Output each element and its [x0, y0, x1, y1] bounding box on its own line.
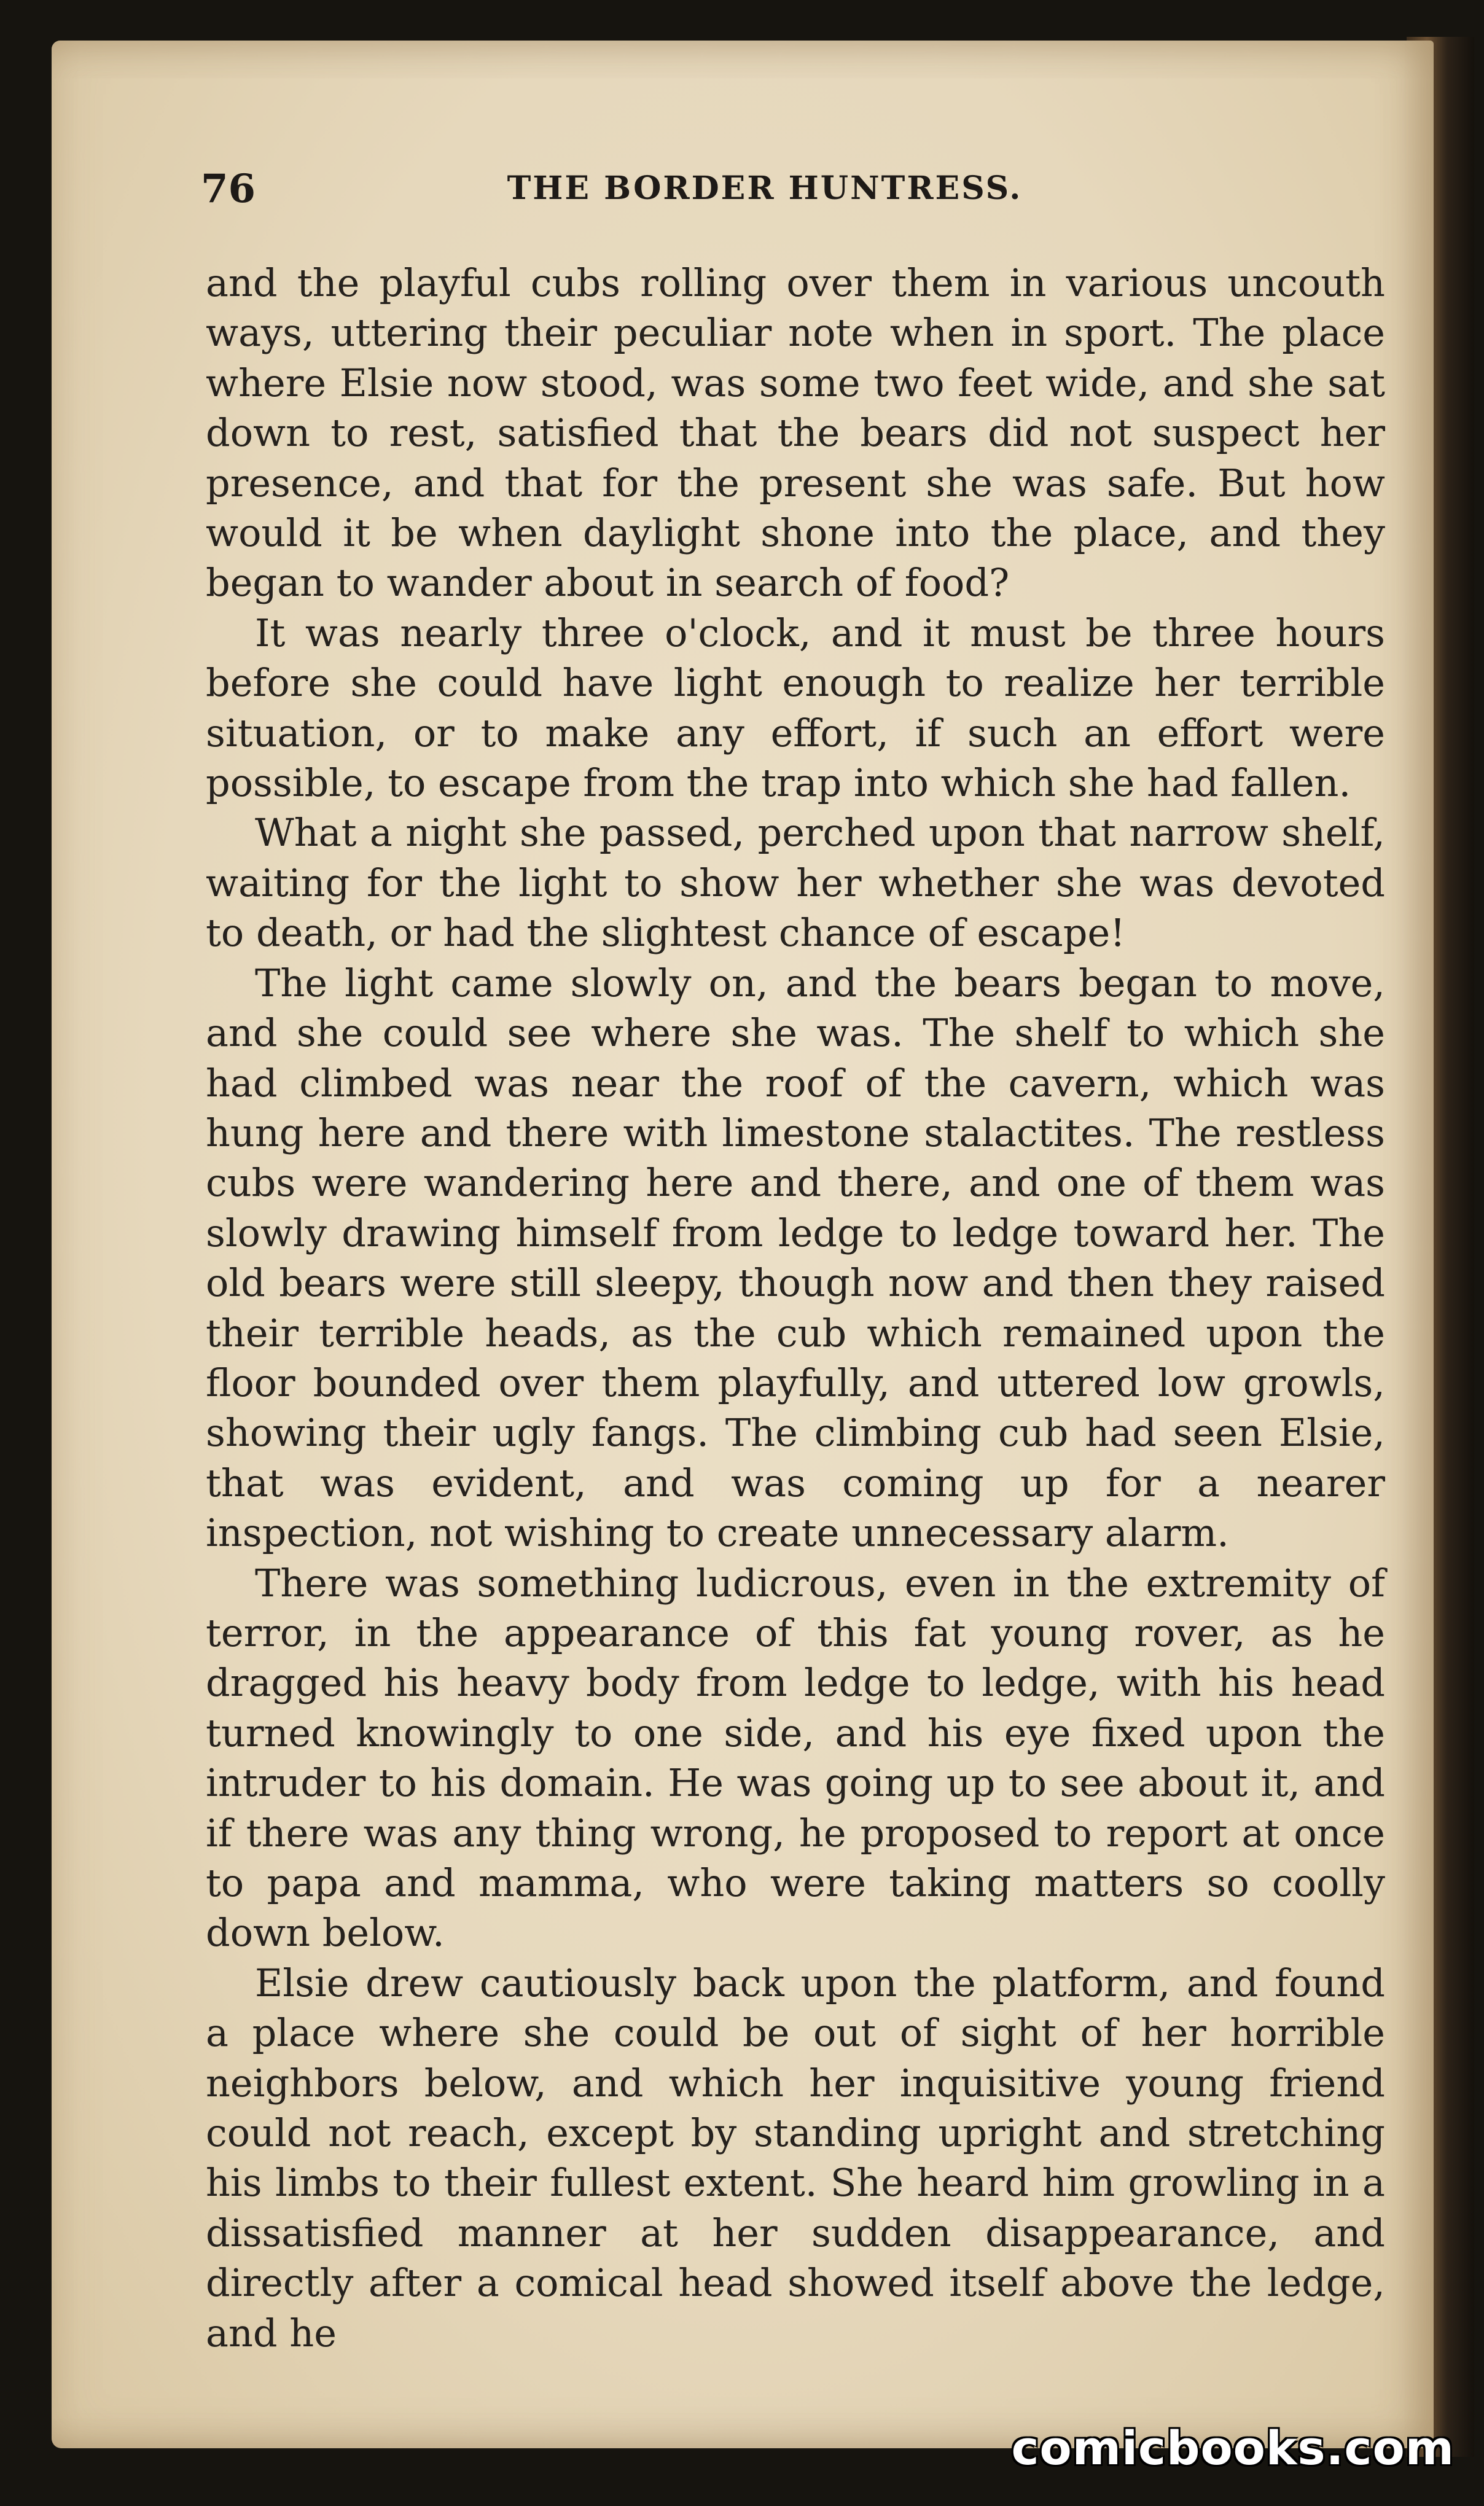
paragraph-6: Elsie drew cautiously back upon the platform, and found a place where she could be out of sight of her horrible neighbors below, and which her inquisitive young friend could not reach, except by standing upright and stretching his limbs to their fullest extent. She heard him growling in a dissatisfied manner at her sudden disappearance, and directly after a comical head showed itself above the ledge, and he: [206, 1960, 1385, 2356]
page-body: [206, 258, 1385, 2358]
paragraph-1: and the playful cubs rolling over them in various uncouth ways, uttering their peculiar note when in sport. The place where Elsie now stood, was some two feet wide, and she sat down to rest, satisfied that the bears did not suspect her presence, and that for the present she was safe. But how would it be when daylight shone into the place, and they began to wander about in search of food?: [206, 260, 1385, 606]
page-number: 76: [201, 166, 256, 212]
paragraph-4: The light came slowly on, and the bears began to move, and she could see where she was. The shelf to which she had climbed was near the roof of the cavern, which was hung here and there with limestone stalactites. The restless cubs were wandering here and there, and one of them was slowly drawing himself from ledge to ledge toward her. The old bears were still sleepy, though now and then they raised their terrible heads, as the cub which remained upon the floor bounded over them playfully, and uttered low growls, showing their ugly fangs. The climbing cub had seen Elsie, that was evident, and was coming up for a nearer inspection, not wishing to create unnecessary alarm.: [206, 960, 1385, 1556]
page-header: [144, 166, 1385, 215]
running-title: THE BORDER HUNTRESS.: [507, 170, 1023, 207]
paragraph-3: What a night she passed, perched upon that narrow shelf, waiting for the light to show her whether she was devoted to death, or had the slightest chance of escape!: [206, 810, 1385, 956]
paragraph-5: There was something ludicrous, even in the extremity of terror, in the appearance of this fat young rover, as he dragged his heavy body from ledge to ledge, with his head turned knowingly to one side, and his eye fixed upon the intruder to his domain. He was going up to see about it, and if there was any thing wrong, he proposed to report at once to papa and mamma, who were taking matters so coolly down below.: [206, 1560, 1385, 1956]
paragraph-2: It was nearly three o'clock, and it must be three hours before she could have light enough to realize her terrible situation, or to make any effort, if such an effort were possible, to escape from the trap into which she had fallen.: [206, 610, 1385, 806]
watermark-logo: comicbooks.com: [1011, 2421, 1455, 2475]
